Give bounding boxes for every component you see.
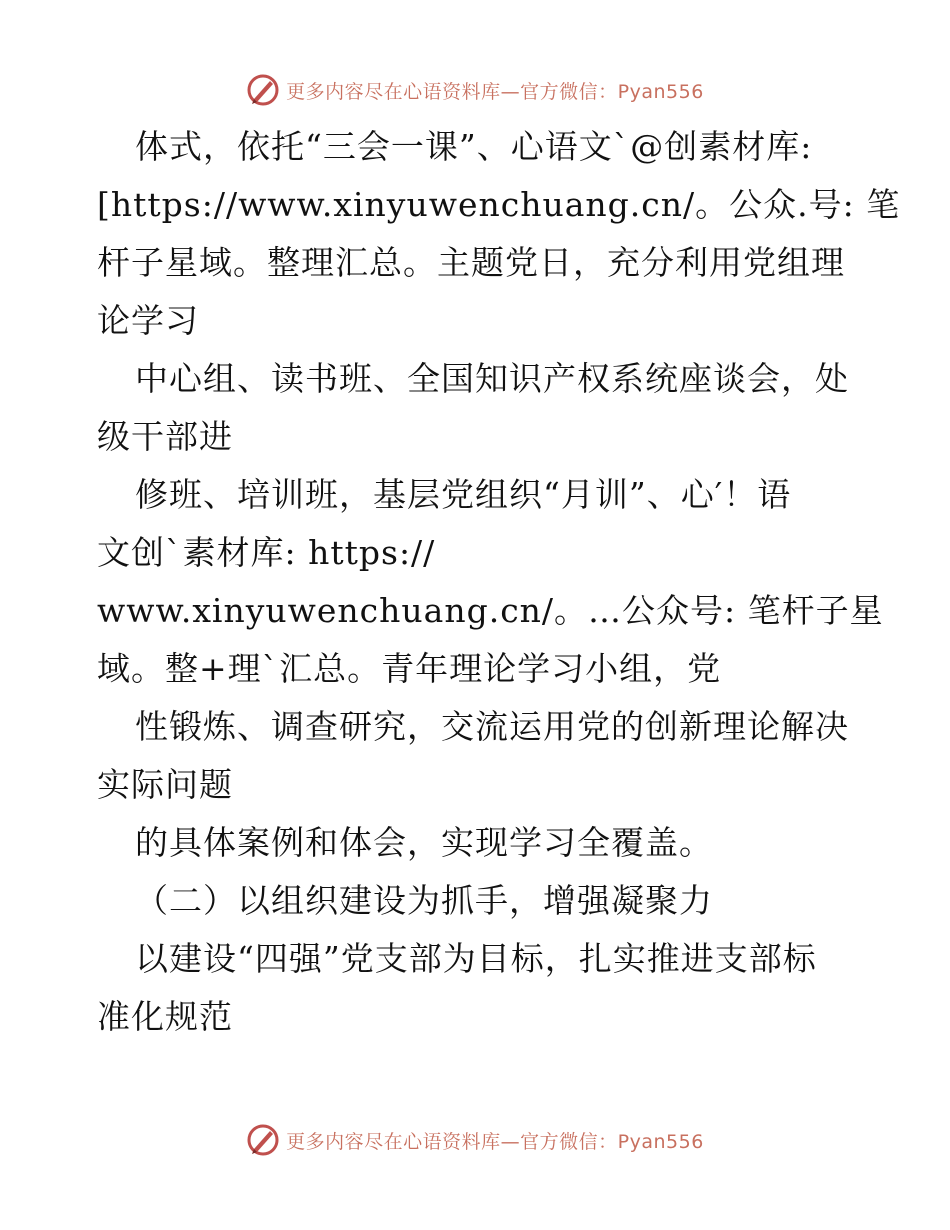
paragraph-line: 修班、培训班，基层党组织“月训”、心′！语	[135, 475, 792, 514]
pen-logo-icon	[246, 1123, 280, 1157]
paragraph-line: www.xinyuwenchuang.cn/。…公众号: 笔杆子星	[97, 591, 884, 630]
paragraph-line: 的具体案例和体会，实现学习全覆盖。	[135, 823, 713, 862]
footer-banner	[0, 1120, 950, 1160]
paragraph-line: 中心组、读书班、全国知识产权系统座谈会，处	[135, 359, 849, 398]
paragraph-line: 级干部进	[97, 417, 233, 456]
paragraph-line: 杆子星域。整理汇总。主题党日，充分利用党组理	[97, 243, 845, 282]
paragraph-line: [https://www.xinyuwenchuang.cn/。公众.号: 笔	[97, 185, 901, 224]
pen-logo-icon	[246, 73, 280, 107]
paragraph-line: 准化规范	[97, 997, 233, 1036]
paragraph-line: 性锻炼、调查研究，交流运用党的创新理论解决	[135, 707, 849, 746]
header-banner	[0, 70, 950, 110]
section-heading: （二）以组织建设为抓手，增强凝聚力	[135, 881, 713, 920]
header-banner-text: 更多内容尽在心语资料库—官方微信：Pyan556	[286, 80, 704, 103]
paragraph-line: 实际问题	[97, 765, 233, 804]
paragraph-line: 论学习	[97, 301, 199, 340]
paragraph-line: 体式，依托“三会一课”、心语文`@创素材库:	[135, 127, 813, 166]
paragraph-line: 以建设“四强”党支部为目标，扎实推进支部标	[135, 939, 817, 978]
paragraph-line: 域。整+理`汇总。青年理论学习小组，党	[97, 649, 722, 688]
footer-banner-text: 更多内容尽在心语资料库—官方微信：Pyan556	[286, 1130, 704, 1153]
paragraph-line: 文创`素材库: https://	[97, 533, 436, 572]
